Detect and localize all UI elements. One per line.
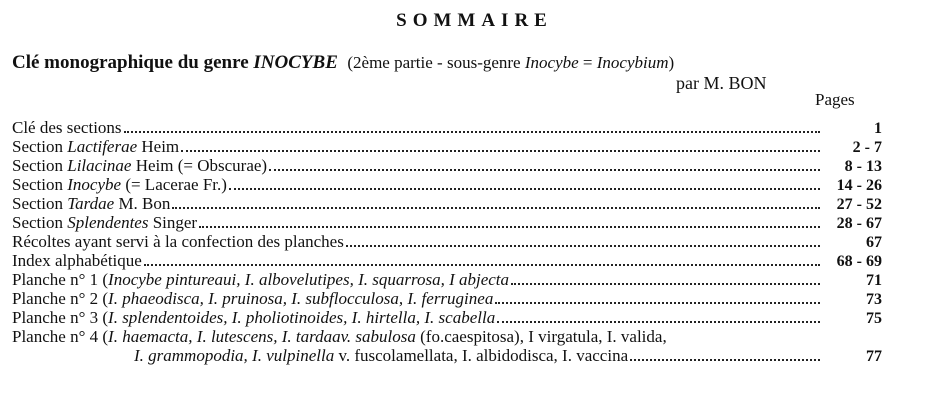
heading-genus: INOCYBE — [253, 52, 338, 73]
toc-entry-label — [134, 346, 628, 366]
toc-entry-suffix: v. fuscolamellata, I. albidodisca, I. vaccina — [334, 346, 629, 365]
toc-entry-italic: Tardae — [67, 194, 115, 213]
toc-entry-label — [12, 251, 142, 271]
toc-row — [12, 308, 882, 327]
toc-row — [12, 137, 882, 156]
heading-bold-text: Clé monographique du genre — [12, 52, 254, 73]
heading-sub-suffix: ) — [668, 53, 675, 72]
toc-entry-label — [12, 137, 179, 157]
toc-entry-suffix: Heim (= Obscurae) — [131, 156, 268, 175]
heading-sub-italic-1: Inocybe — [524, 53, 579, 72]
toc-page-number: 8 - 13 — [844, 158, 882, 175]
toc-page-number: 68 - 69 — [836, 253, 882, 270]
toc-entry-label — [12, 232, 344, 252]
dot-leader — [630, 347, 820, 361]
toc-entry-italic: I. splendentoides, I. pholiotinoides, I. hirtella, I. scabella — [108, 308, 496, 327]
toc-entry-italic: I. haemacta, I. lutescens, I. tardaav. sabulosa — [108, 327, 416, 346]
toc-entry-suffix: Heim — [137, 137, 180, 156]
toc-page-number: 71 — [866, 272, 882, 289]
dot-leader — [181, 138, 820, 152]
dot-leader — [199, 214, 820, 228]
toc-entry-italic: I. phaeodisca, I. pruinosa, I. subflocculosa, I. ferruginea — [108, 289, 494, 308]
toc-entry-suffix: Singer — [148, 213, 198, 232]
dot-leader — [346, 233, 820, 247]
toc-row — [12, 156, 882, 175]
dot-leader — [124, 119, 820, 133]
toc-entry-suffix: M. Bon — [114, 194, 171, 213]
heading-sub-prefix: (2ème partie - sous-genre — [347, 53, 525, 72]
toc-entry-text: Clé des sections — [12, 118, 122, 137]
toc-page-number: 67 — [866, 234, 882, 251]
toc-page-number: 1 — [874, 120, 882, 137]
toc-page-number: 27 - 52 — [836, 196, 882, 213]
toc-entry-italic: Lilacinae — [67, 156, 132, 175]
toc-entry-text: Section — [12, 137, 68, 156]
toc-row — [12, 175, 882, 194]
toc-entry-label — [12, 289, 493, 309]
pages-column-header: Pages — [815, 90, 855, 109]
toc-page-number: 14 - 26 — [836, 177, 882, 194]
toc-row — [12, 251, 882, 270]
toc-row — [12, 289, 882, 308]
toc-row — [12, 327, 882, 346]
toc-page-number: 77 — [866, 348, 882, 365]
toc-entry-label — [12, 213, 197, 233]
toc-entry-italic: Lactiferae — [67, 137, 138, 156]
toc-entry-text: Section — [12, 213, 68, 232]
toc-page-number: 75 — [866, 310, 882, 327]
dot-leader — [269, 157, 820, 171]
toc-entry-label — [12, 194, 170, 214]
toc-entry-label — [12, 118, 122, 138]
toc-entry-suffix: (= Lacerae Fr.) — [121, 175, 227, 194]
toc-entry-text: Section — [12, 175, 68, 194]
dot-leader — [497, 309, 820, 323]
toc-entry-label — [12, 270, 509, 290]
toc-row — [12, 118, 882, 137]
dot-leader — [511, 271, 820, 285]
dot-leader — [144, 252, 820, 266]
toc-entry-italic: Inocybe pintureaui, I. albovelutipes, I. squarrosa, I abjecta — [108, 270, 510, 289]
toc-entry-text: Section — [12, 156, 68, 175]
toc-entry-text: Section — [12, 194, 68, 213]
toc-entry-text: Index alphabétique — [12, 251, 142, 270]
toc-entry-italic: I. grammopodia, I. vulpinella — [134, 346, 335, 365]
toc-entry-label — [12, 327, 667, 347]
dot-leader — [669, 330, 820, 342]
toc-row — [12, 232, 882, 251]
dot-leader — [229, 176, 820, 190]
toc-entry-italic: Inocybe — [67, 175, 122, 194]
toc-entry-text: Planche n° 4 ( — [12, 327, 109, 346]
toc-page-number: 73 — [866, 291, 882, 308]
toc-page-number: 2 - 7 — [852, 139, 882, 156]
toc-row — [12, 194, 882, 213]
toc-entry-text: Planche n° 3 ( — [12, 308, 109, 327]
dot-leader — [495, 290, 820, 304]
table-of-contents — [12, 118, 882, 365]
section-heading — [12, 52, 892, 74]
heading-subtitle — [347, 53, 674, 72]
toc-entry-text: Récoltes ayant servi à la confection des planches — [12, 232, 344, 251]
toc-entry-label — [12, 175, 227, 195]
toc-entry-text: Planche n° 1 ( — [12, 270, 109, 289]
author-line: par M. BON — [676, 73, 767, 93]
toc-row — [12, 213, 882, 232]
page-title: SOMMAIRE — [396, 10, 553, 31]
toc-page-number: 28 - 67 — [836, 215, 882, 232]
toc-entry-label — [12, 156, 267, 176]
toc-entry-italic: Splendentes — [67, 213, 149, 232]
heading-sub-italic-2: Inocybium — [596, 53, 669, 72]
toc-entry-label — [12, 308, 495, 328]
dot-leader — [172, 195, 820, 209]
toc-row — [12, 346, 882, 365]
toc-entry-text: Planche n° 2 ( — [12, 289, 109, 308]
toc-row — [12, 270, 882, 289]
heading-sub-mid: = — [578, 53, 597, 72]
toc-entry-suffix: (fo.caespitosa), I virgatula, I. valida, — [415, 327, 667, 346]
